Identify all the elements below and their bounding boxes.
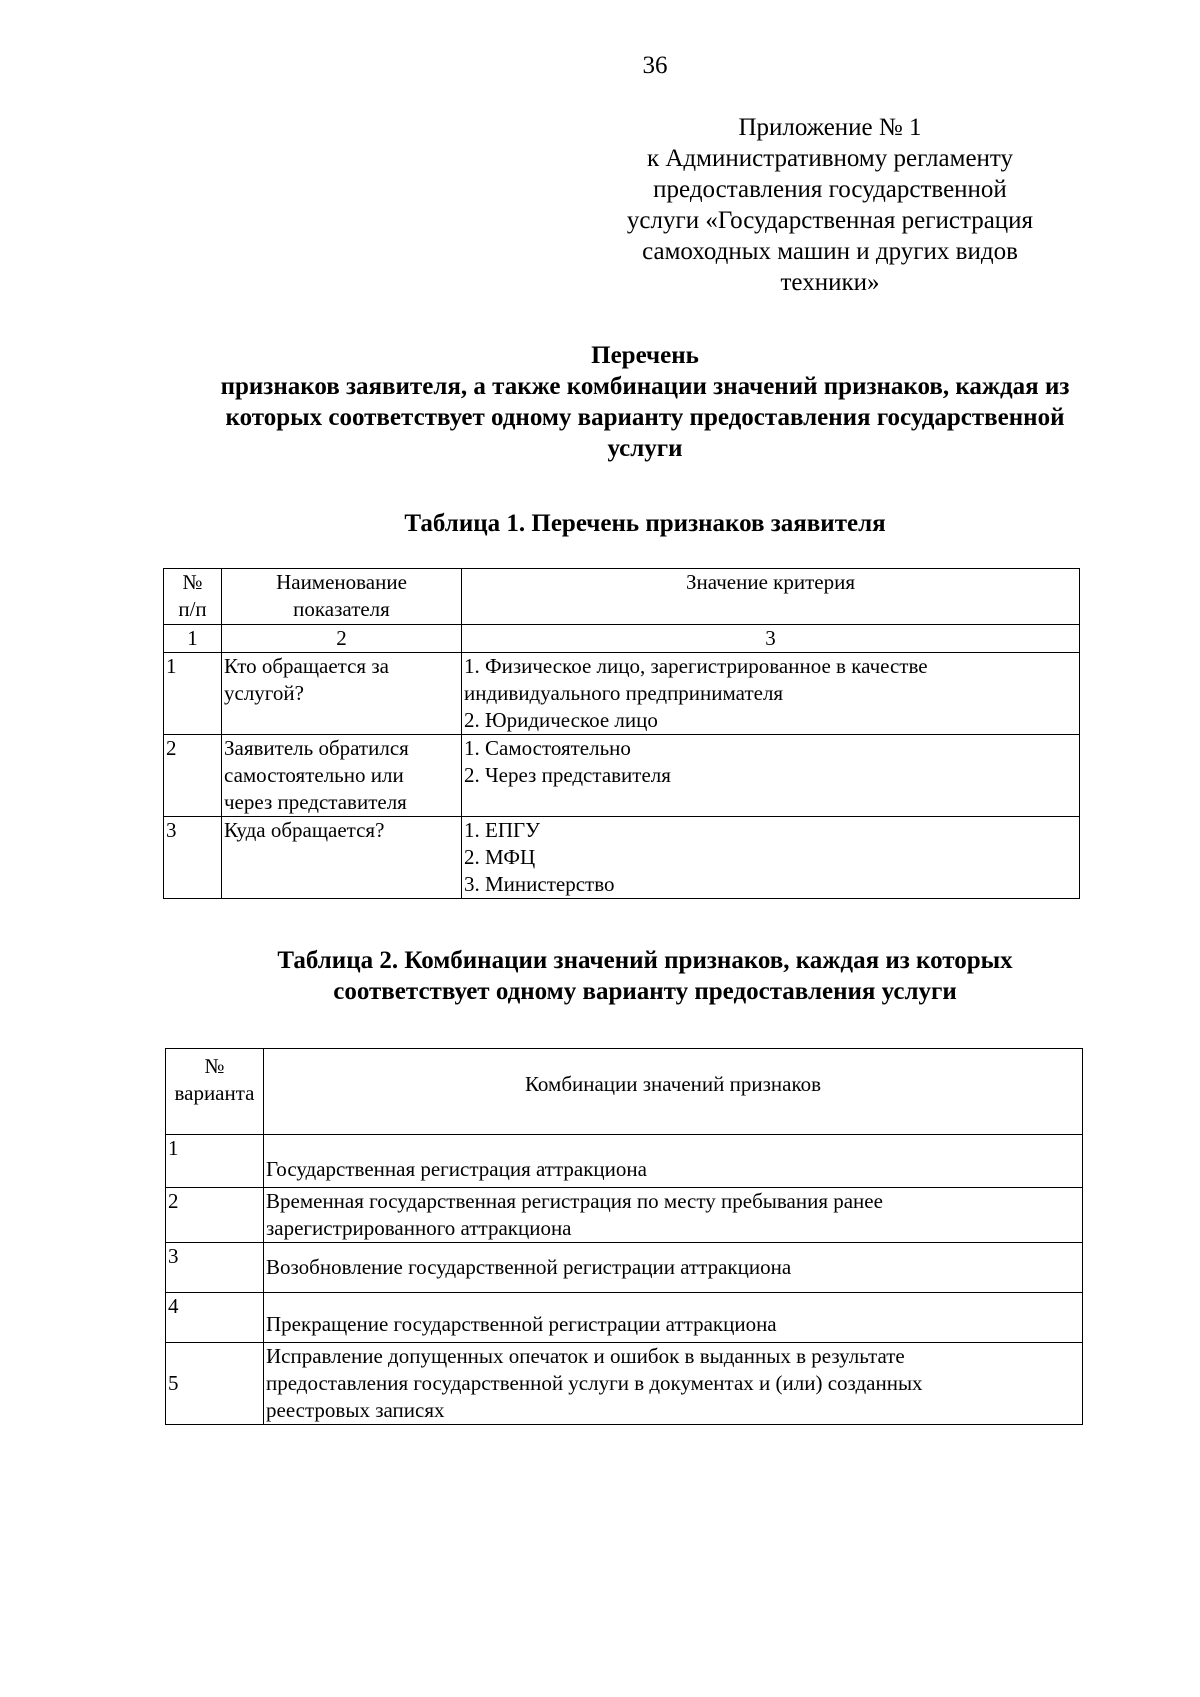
header-num xyxy=(164,569,222,625)
row-text-line: зарегистрированного аттракциона xyxy=(266,1216,572,1240)
appendix-line: к Административному регламенту xyxy=(646,145,1014,172)
appendix-caption xyxy=(580,112,1080,298)
row-name-line: услугой? xyxy=(224,681,304,705)
row-num: 5 xyxy=(166,1343,264,1425)
table-row xyxy=(166,1293,1083,1343)
table-row xyxy=(166,1135,1083,1188)
appendix-line: техники» xyxy=(780,269,880,296)
row-values xyxy=(462,735,1080,817)
header-value xyxy=(462,569,1080,625)
row-value-line: 1. ЕПГУ xyxy=(464,818,541,842)
appendix-line: предоставления государственной xyxy=(653,176,1007,203)
heading-line: признаков заявителя, а также комбинации значений признаков, каждая из xyxy=(220,373,1070,400)
header-text: № xyxy=(204,1054,225,1078)
table-row xyxy=(166,1343,1083,1425)
table1-title xyxy=(120,508,1170,539)
row-value-line: 1. Физическое лицо, зарегистрированное в качестве xyxy=(464,654,928,678)
header-text: Комбинации значений признаков xyxy=(524,1072,822,1096)
table2-title-line: соответствует одному варианту предоставления услуги xyxy=(333,978,957,1005)
table2-title-line: Таблица 2. Комбинации значений признаков, каждая из которых xyxy=(277,947,1013,974)
row-value-line: 2. Через представителя xyxy=(464,763,671,787)
row-text xyxy=(264,1343,1083,1425)
row-name-line: Кто обращается за xyxy=(224,654,389,678)
header-text: № xyxy=(182,570,203,594)
row-name-line: Заявитель обратился xyxy=(224,736,409,760)
row-num: 3 xyxy=(166,1243,264,1293)
table-row xyxy=(166,1188,1083,1243)
variant-combinations-table xyxy=(165,1048,1083,1425)
row-text-line: Временная государственная регистрация по месту пребывания ранее xyxy=(266,1189,883,1213)
row-text-line: Прекращение государственной регистрации аттракциона xyxy=(266,1312,777,1336)
header-text: Наименование xyxy=(276,570,407,594)
row-name-line: Куда обращается? xyxy=(224,818,385,842)
heading-line: Перечень xyxy=(591,342,699,369)
header-name xyxy=(222,569,462,625)
row-name xyxy=(222,817,462,899)
numbering-row xyxy=(164,625,1080,653)
numbering-cell: 3 xyxy=(462,625,1080,653)
row-text xyxy=(264,1243,1083,1293)
row-value-line: 1. Самостоятельно xyxy=(464,736,631,760)
appendix-line: услуги «Государственная регистрация xyxy=(626,207,1034,234)
heading-line: услуги xyxy=(607,435,683,462)
row-text-line: Возобновление государственной регистрации аттракциона xyxy=(266,1255,792,1279)
row-value-line: 2. Юридическое лицо xyxy=(464,708,658,732)
row-value-line: 2. МФЦ xyxy=(464,845,536,869)
numbering-cell: 2 xyxy=(222,625,462,653)
row-text-line: предоставления государственной услуги в документах и (или) созданных xyxy=(266,1371,923,1395)
row-num: 2 xyxy=(166,1188,264,1243)
table1-title-text: Таблица 1. Перечень признаков заявителя xyxy=(404,510,886,537)
row-values xyxy=(462,653,1080,735)
row-num: 3 xyxy=(164,817,222,899)
row-num: 2 xyxy=(164,735,222,817)
row-values xyxy=(462,817,1080,899)
row-text-line: Государственная регистрация аттракциона xyxy=(266,1157,647,1181)
header-text: варианта xyxy=(174,1081,255,1105)
heading-line: которых соответствует одному варианту предоставления государственной xyxy=(225,404,1065,431)
page-number: 36 xyxy=(642,52,668,79)
table-header-row xyxy=(164,569,1080,625)
table-row xyxy=(166,1243,1083,1293)
table-header-row xyxy=(166,1049,1083,1135)
table-row xyxy=(164,817,1080,899)
header-text: п/п xyxy=(178,597,207,621)
table-row xyxy=(164,735,1080,817)
row-value-line: индивидуального предпринимателя xyxy=(464,681,784,705)
numbering-cell: 1 xyxy=(164,625,222,653)
header-num xyxy=(166,1049,264,1135)
row-text-line: реестровых записях xyxy=(266,1398,445,1422)
row-text xyxy=(264,1135,1083,1188)
table-row xyxy=(164,653,1080,735)
row-name-line: через представителя xyxy=(224,790,407,814)
row-value-line: 3. Министерство xyxy=(464,872,615,896)
header-text: Значение критерия xyxy=(685,570,855,594)
appendix-line: самоходных машин и других видов xyxy=(642,238,1018,265)
row-name xyxy=(222,653,462,735)
header-text: показателя xyxy=(293,597,390,621)
row-text xyxy=(264,1293,1083,1343)
document-heading xyxy=(120,340,1170,464)
row-num: 1 xyxy=(166,1135,264,1188)
row-text xyxy=(264,1188,1083,1243)
row-name-line: самостоятельно или xyxy=(224,763,404,787)
row-num: 4 xyxy=(166,1293,264,1343)
row-name xyxy=(222,735,462,817)
row-text-line: Исправление допущенных опечаток и ошибок в выданных в результате xyxy=(266,1344,905,1368)
applicant-criteria-table xyxy=(163,568,1080,899)
header-combo xyxy=(264,1049,1083,1135)
row-num: 1 xyxy=(164,653,222,735)
appendix-line: Приложение № 1 xyxy=(738,114,922,141)
table2-title xyxy=(120,945,1170,1007)
